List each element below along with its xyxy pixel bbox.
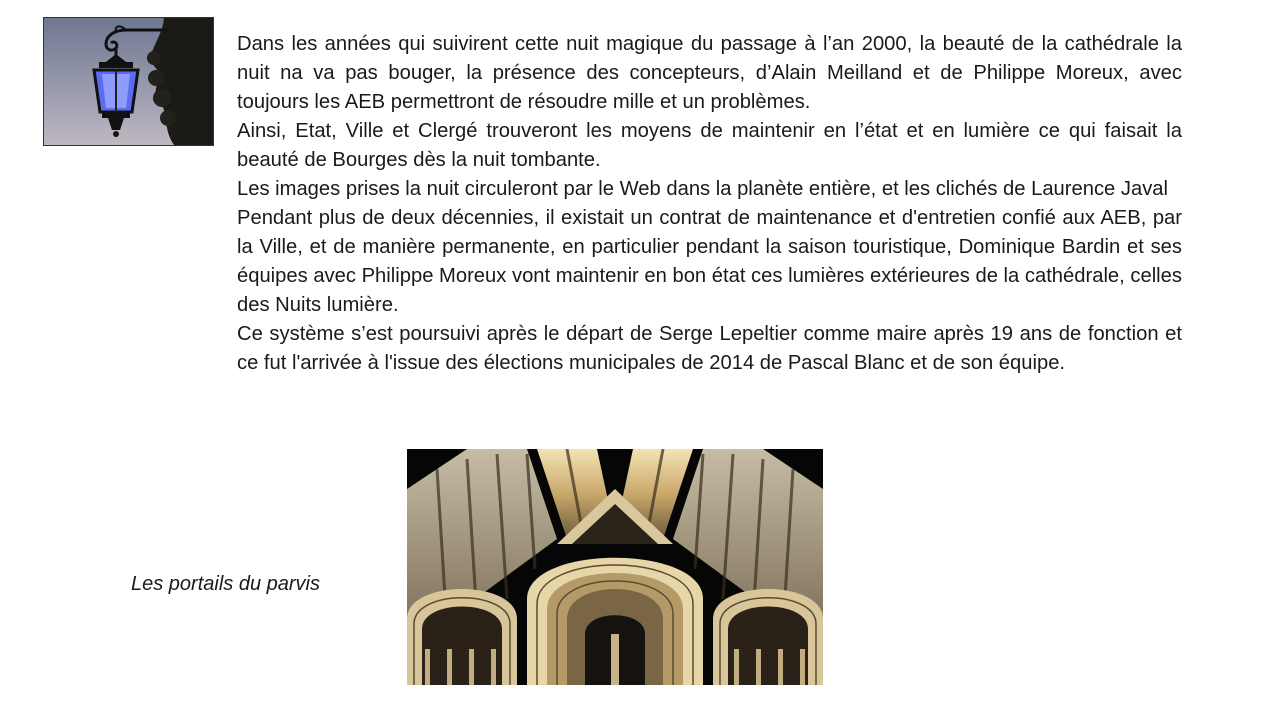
paragraph-2: Ainsi, Etat, Ville et Clergé trouveront les moyens de maintenir en l’état et en lumière ce qui faisait la beauté de Bourges dès la nuit tombante. [237, 120, 1182, 171]
cathedral-portals-photo [407, 449, 823, 685]
street-lamp-illustration [44, 18, 213, 145]
paragraph-5: Ce système s’est poursuivi après le départ de Serge Lepeltier comme maire après 19 ans de fonction et ce fut l'arrivée à l'issue des élections municipales de 2014 de Pascal Blanc et de son équipe. [237, 323, 1182, 374]
paragraph-3: Les images prises la nuit circuleront par le Web dans la planète entière, et les clichés de Laurence Javal [237, 178, 1169, 200]
photo-caption: Les portails du parvis [131, 573, 320, 595]
paragraph-4: Pendant plus de deux décennies, il existait un contrat de maintenance et d'entretien confié aux AEB, par la Ville, et de manière permanente, en particulier pendant la saison touristique, Dominique Bardin et ses équipes avec Philippe Moreux vont maintenir en bon état ces lumières extérieures de la cathédrale, celles des Nuits lumière. [237, 207, 1182, 316]
street-lamp-photo [43, 17, 214, 146]
cathedral-illustration [407, 449, 823, 685]
paragraph-1: Dans les années qui suivirent cette nuit magique du passage à l’an 2000, la beauté de la cathédrale la nuit na va pas bouger, la présence des concepteurs, d’Alain Meilland et de Philippe Moreux, avec toujours les AEB permettront de résoudre mille et un problèmes. [237, 33, 1182, 113]
body-text [237, 30, 1182, 378]
